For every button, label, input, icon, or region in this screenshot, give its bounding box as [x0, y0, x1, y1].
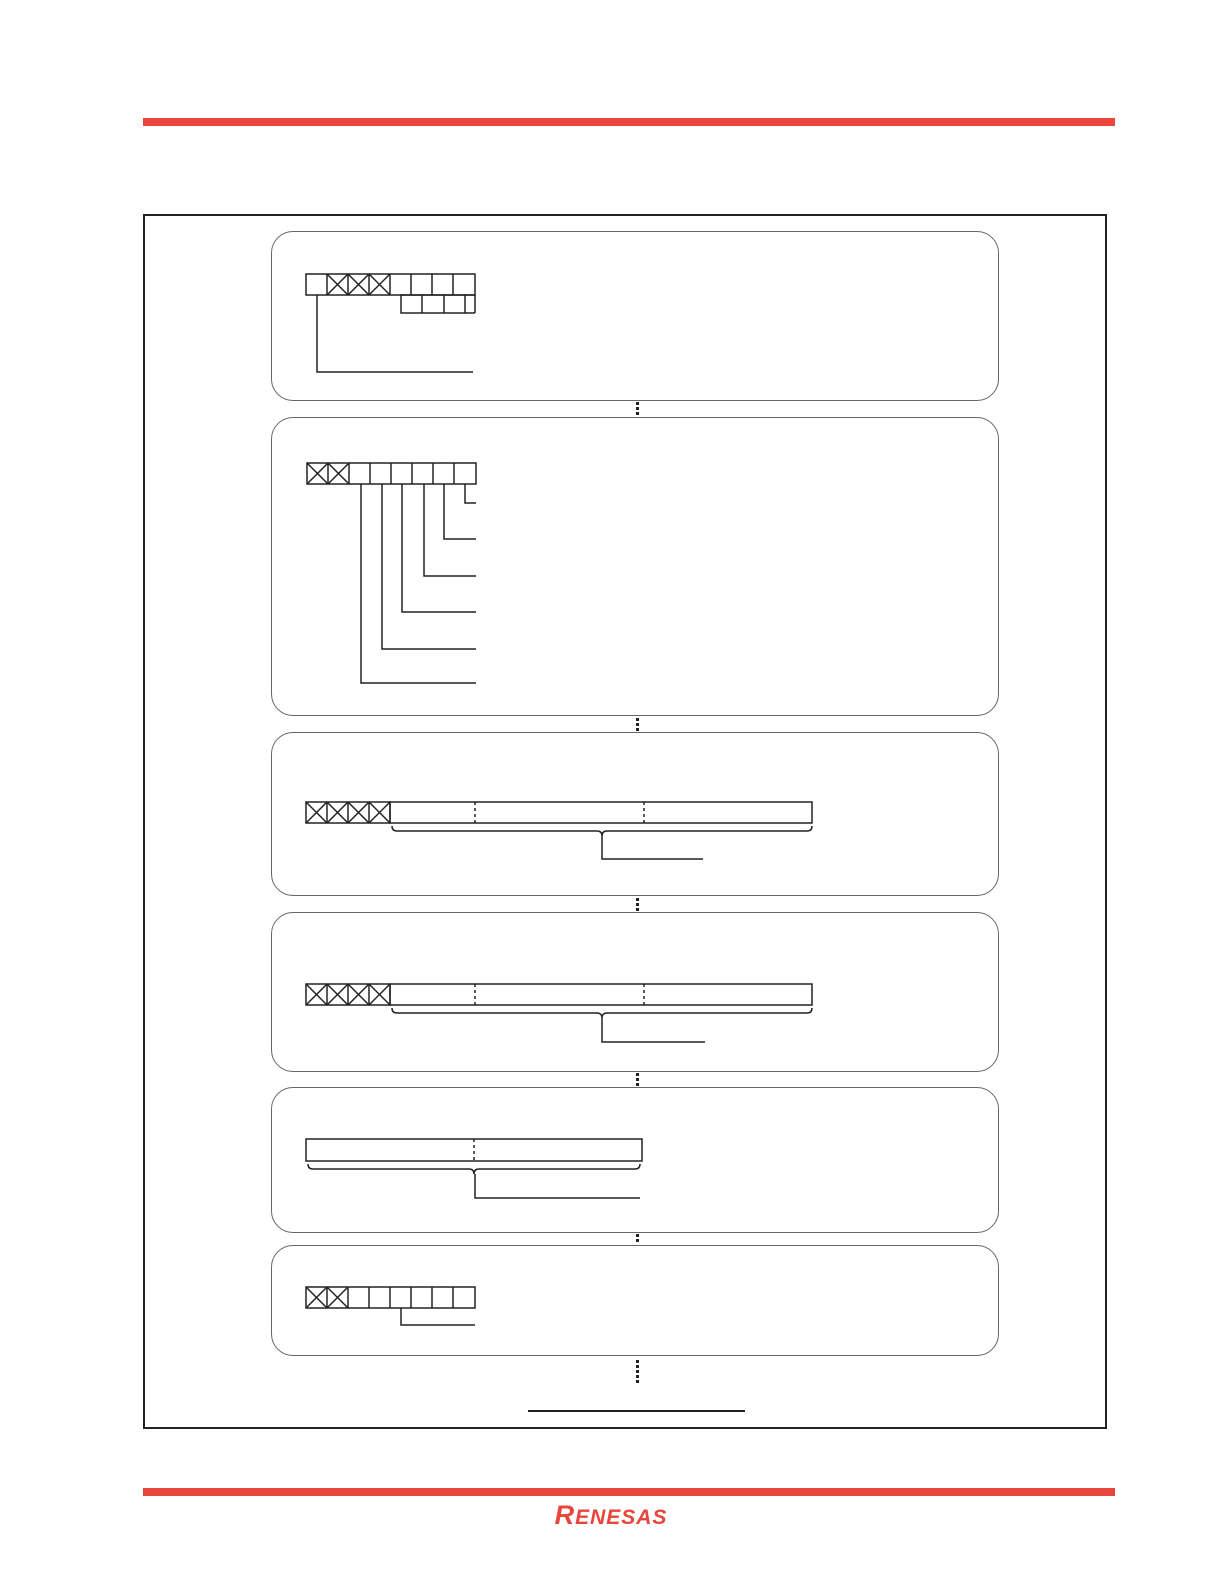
continuation-dots: [636, 402, 639, 1383]
panel-4-register: [306, 984, 812, 1042]
logo-initial: R: [554, 1500, 576, 1530]
panel-5-register: [306, 1139, 642, 1198]
panel-1-register: [306, 274, 475, 372]
renesas-logo: [0, 1500, 1222, 1531]
panel-6-register: [306, 1287, 475, 1325]
panel-2-register: [307, 463, 476, 683]
panel-3-register: [306, 802, 812, 859]
logo-text: ENESAS: [575, 1506, 668, 1529]
figure-caption-underline: [528, 1410, 745, 1412]
bottom-accent-rule: [143, 1488, 1115, 1496]
